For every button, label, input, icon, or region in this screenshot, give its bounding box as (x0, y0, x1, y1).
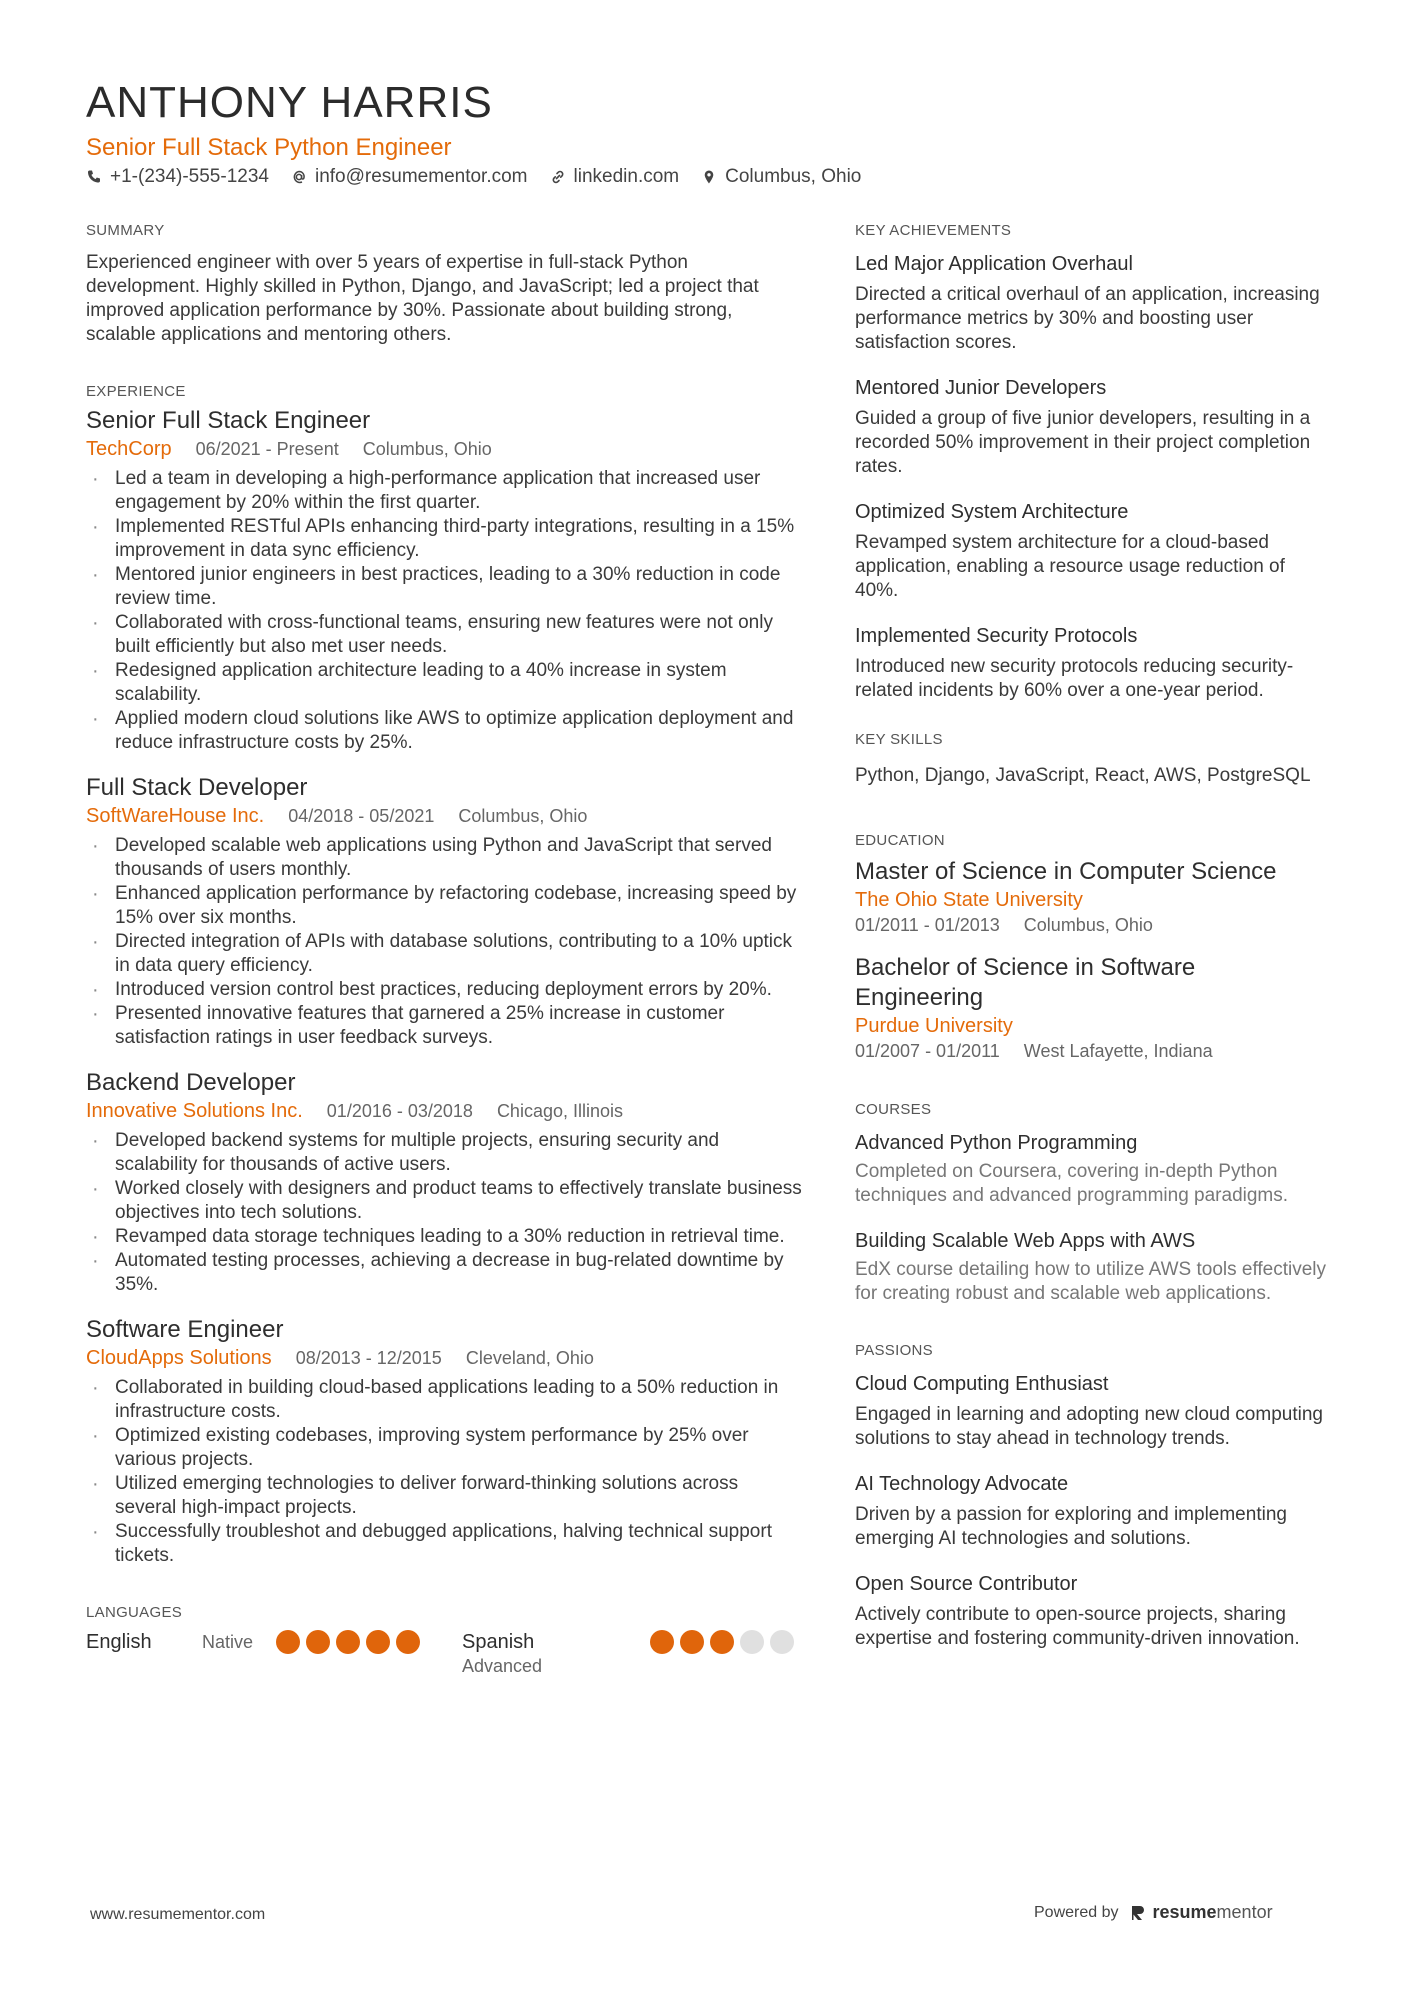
job-dates: 04/2018 - 05/2021 (288, 806, 435, 826)
passions-section (855, 1342, 1333, 1651)
experience-heading: EXPERIENCE (86, 383, 186, 400)
job-location: Cleveland, Ohio (465, 1348, 594, 1368)
education-location: Columbus, Ohio (1023, 915, 1153, 935)
job-bullet: · Directed integration of APIs with database solutions, contributing to a 10% uptick in data query efficiency. (86, 930, 802, 978)
job-location: Columbus, Ohio (362, 439, 492, 459)
job-title: Backend Developer (86, 1069, 296, 1096)
right-column (855, 222, 1333, 1671)
degree-title: Master of Science in Computer Science (855, 858, 1277, 885)
summary-heading: SUMMARY (86, 222, 165, 239)
rating-dot-filled (306, 1630, 330, 1654)
passion-text: Engaged in learning and adopting new cloud computing solutions to stay ahead in technology trends. (855, 1404, 1323, 1449)
course-text: EdX course detailing how to utilize AWS tools effectively for creating robust and scalable web applications. (855, 1259, 1327, 1304)
language-name: English (86, 1631, 152, 1653)
achievement-item (855, 623, 1333, 703)
location-text: Columbus, Ohio (725, 166, 862, 187)
achievement-title: Mentored Junior Developers (855, 377, 1107, 399)
job-entry (86, 1315, 802, 1568)
course-title: Building Scalable Web Apps with AWS (855, 1230, 1196, 1252)
job-company: Innovative Solutions Inc. (86, 1100, 303, 1122)
achievement-title: Implemented Security Protocols (855, 625, 1138, 647)
candidate-name: ANTHONY HARRIS (86, 78, 493, 127)
education-item (855, 857, 1333, 937)
achievement-item (855, 251, 1333, 355)
job-title: Full Stack Developer (86, 774, 308, 801)
degree-title: Bachelor of Science in Software Engineering (855, 954, 1196, 1011)
contact-location (701, 166, 861, 188)
job-bullet: · Introduced version control best practices, reducing deployment errors by 20%. (86, 978, 802, 1002)
passions-heading: PASSIONS (855, 1342, 933, 1359)
language-rating (650, 1629, 794, 1655)
phone-icon (86, 169, 102, 185)
passion-title: AI Technology Advocate (855, 1473, 1069, 1495)
education-dates: 01/2011 - 01/2013 (855, 915, 1000, 935)
job-entry (86, 1068, 802, 1297)
achievement-text: Directed a critical overhaul of an application, increasing performance metrics by 30% and boosting user satisfaction scores. (855, 284, 1320, 353)
achievement-item (855, 375, 1333, 479)
brand-light: mentor (1216, 1902, 1273, 1922)
achievement-title: Optimized System Architecture (855, 501, 1129, 523)
job-entry (86, 406, 802, 755)
job-bullets (86, 467, 802, 755)
left-column (86, 222, 802, 1677)
job-bullet: · Optimized existing codebases, improving system performance by 25% over various projects. (86, 1424, 802, 1472)
job-meta (86, 437, 802, 461)
linkedin-text: linkedin.com (573, 166, 680, 187)
education-location: West Lafayette, Indiana (1023, 1041, 1213, 1061)
achievements-section (855, 222, 1333, 703)
passion-title: Cloud Computing Enthusiast (855, 1373, 1109, 1395)
language-name: Spanish (462, 1631, 535, 1653)
passion-title: Open Source Contributor (855, 1573, 1078, 1595)
job-location: Columbus, Ohio (458, 806, 588, 826)
job-dates: 06/2021 - Present (195, 439, 339, 459)
rating-dot-filled (336, 1630, 360, 1654)
language-level: Native (202, 1632, 254, 1652)
course-title: Advanced Python Programming (855, 1132, 1138, 1154)
achievement-title: Led Major Application Overhaul (855, 253, 1133, 275)
job-bullet: · Worked closely with designers and product teams to effectively translate business objectives into tech solutions. (86, 1177, 802, 1225)
achievements-heading: KEY ACHIEVEMENTS (855, 222, 1012, 239)
link-icon (550, 169, 566, 185)
at-icon (291, 169, 307, 185)
job-bullet: · Automated testing processes, achieving a decrease in bug-related downtime by 35%. (86, 1249, 802, 1297)
rating-dot-filled (680, 1630, 704, 1654)
contact-linkedin[interactable] (550, 166, 680, 188)
job-bullet: · Collaborated in building cloud-based applications leading to a 50% reduction in infrastructure costs. (86, 1376, 802, 1424)
footer-website[interactable]: www.resumementor.com (90, 1906, 266, 1923)
job-company: CloudApps Solutions (86, 1347, 272, 1369)
email-text: info@resumementor.com (314, 166, 528, 187)
footer-powered (1034, 1902, 1273, 1923)
language-entry (462, 1629, 794, 1677)
language-rating (276, 1629, 420, 1655)
job-meta (86, 1346, 802, 1370)
skills-text: Python, Django, JavaScript, React, AWS, PostgreSQL (855, 765, 1311, 786)
phone-text: +1-(234)-555-1234 (110, 166, 269, 187)
skills-section (855, 731, 1333, 788)
job-dates: 08/2013 - 12/2015 (295, 1348, 442, 1368)
job-title: Software Engineer (86, 1316, 284, 1343)
candidate-title: Senior Full Stack Python Engineer (86, 134, 452, 161)
languages-row (86, 1629, 802, 1677)
rating-dot-filled (650, 1630, 674, 1654)
job-bullet: · Utilized emerging technologies to deliver forward-thinking solutions across several high-impact projects. (86, 1472, 802, 1520)
job-company: TechCorp (86, 438, 172, 460)
passion-item (855, 1471, 1333, 1551)
job-entry (86, 773, 802, 1050)
language-level: Advanced (462, 1656, 543, 1676)
achievement-text: Introduced new security protocols reducing security-related incidents by 60% over a one-year period. (855, 656, 1294, 701)
job-bullet: · Redesigned application architecture leading to a 40% increase in system scalability. (86, 659, 802, 707)
job-bullet: · Successfully troubleshot and debugged applications, halving technical support tickets. (86, 1520, 802, 1568)
education-dates: 01/2007 - 01/2011 (855, 1041, 1000, 1061)
experience-section (86, 383, 802, 1568)
achievement-text: Revamped system architecture for a cloud-based application, enabling a resource usage reduction of 40%. (855, 532, 1285, 601)
achievement-item (855, 499, 1333, 603)
powered-by-label: Powered by (1034, 1903, 1119, 1921)
job-bullets (86, 1129, 802, 1297)
summary-text: Experienced engineer with over 5 years of expertise in full-stack Python development. Highly skilled in Python, Django, and JavaScript; led a project that improved application performance by 30%. Passionate about building strong, scalable applications and mentoring others. (86, 252, 759, 345)
education-heading: EDUCATION (855, 832, 945, 849)
job-bullet: · Presented innovative features that garnered a 25% increase in customer satisfaction ratings in user feedback surveys. (86, 1002, 802, 1050)
job-meta (86, 804, 802, 828)
education-section (855, 832, 1333, 1063)
job-title: Senior Full Stack Engineer (86, 407, 371, 434)
job-company: SoftWareHouse Inc. (86, 805, 265, 827)
resumementor-logo-icon (1129, 1904, 1147, 1922)
school-name: Purdue University (855, 1015, 1013, 1037)
courses-heading: COURSES (855, 1101, 932, 1118)
achievement-text: Guided a group of five junior developers, resulting in a recorded 50% improvement in their project completion rates. (855, 408, 1311, 477)
contact-email[interactable] (291, 166, 528, 188)
education-meta (855, 1039, 1333, 1063)
passion-text: Actively contribute to open-source projects, sharing expertise and fostering community-driven innovation. (855, 1604, 1300, 1649)
languages-section (86, 1604, 802, 1677)
passion-text: Driven by a passion for exploring and implementing emerging AI technologies and solutions. (855, 1504, 1287, 1549)
rating-dot-filled (710, 1630, 734, 1654)
contact-bar (86, 166, 861, 188)
school-name: The Ohio State University (855, 889, 1083, 911)
passion-item (855, 1371, 1333, 1451)
skills-heading: KEY SKILLS (855, 731, 943, 748)
rating-dot-filled (366, 1630, 390, 1654)
rating-dot-empty (770, 1630, 794, 1654)
rating-dot-filled (396, 1630, 420, 1654)
education-meta (855, 913, 1333, 937)
course-item (855, 1130, 1333, 1208)
brand-bold: resume (1152, 1902, 1217, 1922)
passion-item (855, 1571, 1333, 1651)
job-bullet: · Led a team in developing a high-performance application that increased user engagement by 20% within the first quarter. (86, 467, 802, 515)
job-bullet: · Mentored junior engineers in best practices, leading to a 30% reduction in code review time. (86, 563, 802, 611)
course-item (855, 1228, 1333, 1306)
job-dates: 01/2016 - 03/2018 (326, 1101, 473, 1121)
job-bullet: · Developed scalable web applications using Python and JavaScript that served thousands of users monthly. (86, 834, 802, 882)
job-bullet: · Enhanced application performance by refactoring codebase, increasing speed by 15% over six months. (86, 882, 802, 930)
location-pin-icon (701, 169, 717, 185)
job-bullet: · Revamped data storage techniques leading to a 30% reduction in retrieval time. (86, 1225, 802, 1249)
job-location: Chicago, Illinois (496, 1101, 623, 1121)
job-bullets (86, 1376, 802, 1568)
job-meta (86, 1099, 802, 1123)
rating-dot-filled (276, 1630, 300, 1654)
job-bullet: · Applied modern cloud solutions like AWS to optimize application deployment and reduce infrastructure costs by 25%. (86, 707, 802, 755)
summary-section (86, 222, 802, 347)
course-text: Completed on Coursera, covering in-depth Python techniques and advanced programming paradigms. (855, 1161, 1289, 1206)
job-bullet: · Implemented RESTful APIs enhancing third-party integrations, resulting in a 15% improvement in data sync efficiency. (86, 515, 802, 563)
job-bullet: · Developed backend systems for multiple projects, ensuring security and scalability for thousands of active users. (86, 1129, 802, 1177)
job-bullet: · Collaborated with cross-functional teams, ensuring new features were not only built efficiently but also met user needs. (86, 611, 802, 659)
rating-dot-empty (740, 1630, 764, 1654)
languages-heading: LANGUAGES (86, 1604, 183, 1621)
brand-logo[interactable] (1129, 1902, 1273, 1923)
education-item (855, 953, 1333, 1063)
contact-phone[interactable] (86, 166, 269, 188)
job-bullets (86, 834, 802, 1050)
language-entry (86, 1629, 462, 1655)
courses-section (855, 1101, 1333, 1306)
